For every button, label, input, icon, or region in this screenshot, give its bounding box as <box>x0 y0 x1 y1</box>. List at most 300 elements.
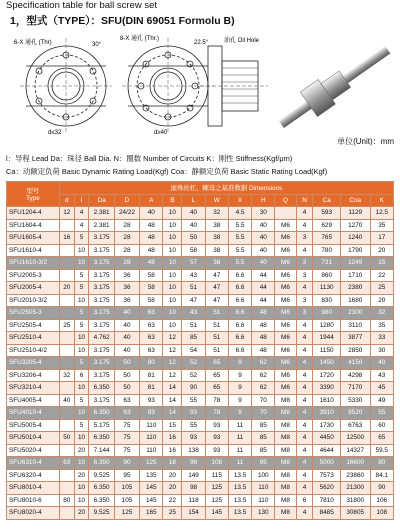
value-cell: M6 <box>275 369 296 382</box>
value-cell: 5000 <box>313 457 340 470</box>
value-cell: 10 <box>163 294 182 307</box>
value-cell: 11 <box>228 432 251 445</box>
legend-line-2: Ca：动额定负荷 Basic Dynamic Rating Load(Kgf) Coa：静额定负荷 Basic Static Rating Load(Kgf) <box>6 167 328 176</box>
value-cell: 3 <box>296 257 313 270</box>
value-cell <box>59 419 74 432</box>
value-cell: 40 <box>114 332 139 345</box>
table-row <box>7 219 394 232</box>
value-cell: 90 <box>182 382 205 395</box>
value-cell: 51 <box>205 344 228 357</box>
value-cell: M8 <box>275 482 296 495</box>
value-cell: 9520 <box>340 407 370 420</box>
value-cell: 10 <box>74 494 89 507</box>
value-cell: 3877 <box>340 332 370 345</box>
table-row <box>7 482 394 495</box>
value-cell: 81 <box>140 382 163 395</box>
value-cell: 2.381 <box>89 219 114 232</box>
value-cell: M6 <box>275 282 296 295</box>
value-cell: 3.175 <box>89 269 114 282</box>
value-cell: 8485 <box>313 507 340 520</box>
value-cell: 14327 <box>340 444 370 457</box>
value-cell: 51 <box>182 282 205 295</box>
value-cell: 3.175 <box>89 282 114 295</box>
value-cell: 20 <box>163 482 182 495</box>
value-cell: 1680 <box>340 294 370 307</box>
value-cell: 4 <box>296 457 313 470</box>
value-cell: 75 <box>114 419 139 432</box>
table-row <box>7 307 394 320</box>
value-cell: 118 <box>182 494 205 507</box>
value-cell: 38 <box>205 232 228 245</box>
value-cell: 32 <box>59 369 74 382</box>
value-cell: 4 <box>296 319 313 332</box>
value-cell: 60 <box>370 419 393 432</box>
table-row <box>7 444 394 457</box>
table-row <box>7 244 394 257</box>
value-cell: 7810 <box>313 494 340 507</box>
value-cell: 6.350 <box>89 494 114 507</box>
table-row <box>7 319 394 332</box>
table-row <box>7 469 394 482</box>
value-cell <box>59 244 74 257</box>
value-cell: 4 <box>296 382 313 395</box>
type-cell: SFU1610-4 <box>7 244 60 257</box>
value-cell: 12500 <box>340 432 370 445</box>
value-cell: 38 <box>205 257 228 270</box>
type-header: 型号 Type <box>7 182 60 207</box>
value-cell: 860 <box>313 269 340 282</box>
value-cell: 4 <box>74 219 89 232</box>
value-cell: 108 <box>205 457 228 470</box>
value-cell: 130 <box>252 507 275 520</box>
value-cell: 3.175 <box>89 294 114 307</box>
group-header: 滚珠丝杠、螺母之基准数据 Dimensions <box>59 182 393 195</box>
value-cell: 28 <box>114 257 139 270</box>
value-cell: 4298 <box>340 369 370 382</box>
value-cell: 1450 <box>313 357 340 370</box>
value-cell: 6.6 <box>228 294 251 307</box>
value-cell: 38 <box>205 244 228 257</box>
eight-holes-label: 8-X 通孔 (Thr.) <box>120 36 160 42</box>
value-cell: 22 <box>163 494 182 507</box>
value-cell: 110 <box>252 494 275 507</box>
value-cell: 2300 <box>340 307 370 320</box>
value-cell: 165 <box>140 507 163 520</box>
value-cell: 10 <box>74 382 89 395</box>
value-cell: 125 <box>114 507 139 520</box>
value-cell: 13.5 <box>228 494 251 507</box>
value-cell: 1280 <box>313 319 340 332</box>
value-cell: 63 <box>59 457 74 470</box>
table-row <box>7 419 394 432</box>
type-cell: SFU2510-4/2 <box>7 344 60 357</box>
value-cell: 20 <box>370 244 393 257</box>
value-cell: 51 <box>205 319 228 332</box>
value-cell: 80 <box>59 494 74 507</box>
value-cell: 4 <box>296 357 313 370</box>
value-cell: 47 <box>182 294 205 307</box>
value-cell: 1150 <box>313 344 340 357</box>
ball-screw-photo <box>274 28 396 136</box>
type-cell: SFU5005-4 <box>7 419 60 432</box>
value-cell: 10 <box>163 269 182 282</box>
value-cell: 10 <box>74 407 89 420</box>
table-row <box>7 494 394 507</box>
value-cell: 32 <box>205 207 228 220</box>
value-cell: 48 <box>252 319 275 332</box>
value-cell: 3.175 <box>89 357 114 370</box>
value-cell: 9 <box>228 382 251 395</box>
type-cell: SFU4010-4 <box>7 407 60 420</box>
value-cell: 1249 <box>340 257 370 270</box>
value-cell: 5 <box>74 307 89 320</box>
table-row <box>7 457 394 470</box>
value-cell: 62 <box>252 369 275 382</box>
type-cell: SFU2010-3/2 <box>7 294 60 307</box>
value-cell: 145 <box>205 507 228 520</box>
column-header: Coa <box>340 194 370 207</box>
value-cell: 14 <box>163 394 182 407</box>
value-cell: 28 <box>114 244 139 257</box>
value-cell <box>59 294 74 307</box>
value-cell: M8 <box>275 457 296 470</box>
value-cell: 20 <box>59 282 74 295</box>
value-cell: 4 <box>296 344 313 357</box>
value-cell: 95 <box>114 469 139 482</box>
type-cell: SFU6320-4 <box>7 469 60 482</box>
value-cell: 13.5 <box>228 507 251 520</box>
value-cell: 780 <box>313 244 340 257</box>
spec-table <box>6 181 394 520</box>
value-cell: 12 <box>59 207 74 220</box>
table-row <box>7 282 394 295</box>
value-cell: 93 <box>182 407 205 420</box>
value-cell: 980 <box>313 307 340 320</box>
column-header: l <box>74 194 89 207</box>
value-cell <box>59 357 74 370</box>
value-cell: 48 <box>140 257 163 270</box>
column-header: d <box>59 194 74 207</box>
value-cell: M6 <box>275 307 296 320</box>
value-cell: 16 <box>59 232 74 245</box>
spec-title: Specification table for ball screw set <box>6 0 158 11</box>
column-header: Ca <box>313 194 340 207</box>
type-cell: SFU2005-4 <box>7 282 60 295</box>
type-cell: SFU3206-4 <box>7 369 60 382</box>
value-cell <box>59 469 74 482</box>
value-cell: 3 <box>296 294 313 307</box>
value-cell: 62 <box>252 382 275 395</box>
value-cell: 12.5 <box>370 207 393 220</box>
value-cell: 7170 <box>340 382 370 395</box>
value-cell <box>59 482 74 495</box>
value-cell: 44 <box>252 294 275 307</box>
value-cell: 10 <box>163 244 182 257</box>
value-cell: 125 <box>205 482 228 495</box>
value-cell: 48 <box>252 332 275 345</box>
value-cell: M8 <box>275 407 296 420</box>
value-cell: 51 <box>205 307 228 320</box>
value-cell: 1270 <box>340 219 370 232</box>
value-cell: 63 <box>140 344 163 357</box>
value-cell: 30805 <box>340 507 370 520</box>
value-cell: 93 <box>205 432 228 445</box>
value-cell: 4 <box>296 244 313 257</box>
value-cell: 4 <box>296 432 313 445</box>
value-cell: 48 <box>140 244 163 257</box>
value-cell: 40 <box>59 394 74 407</box>
value-cell: 5.5 <box>228 219 251 232</box>
value-cell: 106 <box>370 494 393 507</box>
type-cell: SFU2510-4 <box>7 332 60 345</box>
value-cell: 2850 <box>340 344 370 357</box>
value-cell: 98 <box>182 482 205 495</box>
d-label-left: d≤32 <box>48 130 62 136</box>
value-cell: 4.5 <box>228 207 251 220</box>
column-header: K <box>370 194 393 207</box>
value-cell: 765 <box>313 232 340 245</box>
value-cell: 30 <box>370 344 393 357</box>
type-cell: SFU6310-4 <box>7 457 60 470</box>
value-cell: 3.175 <box>89 319 114 332</box>
value-cell: 10 <box>163 307 182 320</box>
value-cell: M6 <box>275 382 296 395</box>
value-cell: 65 <box>205 357 228 370</box>
value-cell: 40 <box>182 219 205 232</box>
value-cell: 6.6 <box>228 319 251 332</box>
value-cell: 36 <box>114 294 139 307</box>
value-cell: 9 <box>228 407 251 420</box>
value-cell: 70 <box>252 394 275 407</box>
type-cell: SFU8010-6 <box>7 494 60 507</box>
value-cell: 5 <box>74 269 89 282</box>
value-cell: 830 <box>313 294 340 307</box>
value-cell: 3.175 <box>89 394 114 407</box>
value-cell: 62 <box>252 357 275 370</box>
value-cell: 731 <box>313 257 340 270</box>
type-cell: SFU1204-4 <box>7 207 60 220</box>
angle-30-label: 30° <box>92 42 102 48</box>
value-cell: 54 <box>182 344 205 357</box>
value-cell: M6 <box>275 332 296 345</box>
table-row <box>7 357 394 370</box>
value-cell: 38 <box>205 219 228 232</box>
value-cell: 3.175 <box>89 344 114 357</box>
value-cell: 22 <box>370 269 393 282</box>
value-cell: 6.6 <box>228 332 251 345</box>
type-cell: SFU4005-4 <box>7 394 60 407</box>
value-cell: 6.350 <box>89 482 114 495</box>
value-cell: 20 <box>74 507 89 520</box>
value-cell: 6.350 <box>89 432 114 445</box>
value-cell: 10 <box>74 432 89 445</box>
value-cell: 17 <box>370 232 393 245</box>
value-cell: 47 <box>205 294 228 307</box>
value-cell: M8 <box>275 394 296 407</box>
value-cell: 14 <box>163 407 182 420</box>
value-cell: 50 <box>114 382 139 395</box>
value-cell: 12 <box>163 357 182 370</box>
value-cell: M6 <box>275 244 296 257</box>
value-cell: 25 <box>370 282 393 295</box>
value-cell: 4 <box>74 207 89 220</box>
column-header: X <box>228 194 251 207</box>
value-cell: 55 <box>182 419 205 432</box>
value-cell: 6.6 <box>228 269 251 282</box>
value-cell: 23860 <box>340 469 370 482</box>
value-cell: 10 <box>163 232 182 245</box>
table-row <box>7 207 394 220</box>
value-cell: 115 <box>205 469 228 482</box>
value-cell: 3390 <box>313 382 340 395</box>
value-cell: M8 <box>275 494 296 507</box>
value-cell: 55 <box>370 407 393 420</box>
value-cell: 36 <box>114 269 139 282</box>
value-cell: 40 <box>114 319 139 332</box>
value-cell: 40 <box>252 219 275 232</box>
value-cell: 44 <box>252 282 275 295</box>
type-cell: SFU1604-4 <box>7 219 60 232</box>
value-cell: 93 <box>205 419 228 432</box>
value-cell: 9 <box>228 357 251 370</box>
value-cell: 5.5 <box>228 257 251 270</box>
value-cell: 44 <box>252 269 275 282</box>
value-cell: 59.5 <box>370 444 393 457</box>
value-cell: 10 <box>163 219 182 232</box>
table-row <box>7 394 394 407</box>
value-cell: 58 <box>182 244 205 257</box>
value-cell: 10 <box>163 207 182 220</box>
value-cell: 35 <box>370 219 393 232</box>
value-cell: 4 <box>296 482 313 495</box>
type-cell: SFU8020-4 <box>7 507 60 520</box>
value-cell: 28 <box>114 219 139 232</box>
value-cell: 58 <box>140 294 163 307</box>
value-cell: 125 <box>205 494 228 507</box>
value-cell: 16600 <box>340 457 370 470</box>
value-cell: 1720 <box>313 369 340 382</box>
value-cell: 105 <box>114 482 139 495</box>
value-cell: 20 <box>163 469 182 482</box>
value-cell <box>59 382 74 395</box>
value-cell: 1129 <box>340 207 370 220</box>
value-cell: 95 <box>252 457 275 470</box>
value-cell: 4 <box>296 207 313 220</box>
value-cell <box>59 269 74 282</box>
value-cell: 93 <box>140 394 163 407</box>
value-cell <box>59 444 74 457</box>
value-cell: M6 <box>275 344 296 357</box>
type-cell: SFU2505-4 <box>7 319 60 332</box>
type-cell: SFU3210-4 <box>7 382 60 395</box>
value-cell: 5 <box>74 319 89 332</box>
value-cell: 14 <box>163 382 182 395</box>
value-cell: 9.525 <box>89 469 114 482</box>
value-cell: 4 <box>296 332 313 345</box>
table-row <box>7 294 394 307</box>
value-cell: 5330 <box>340 394 370 407</box>
value-cell: 48 <box>140 219 163 232</box>
value-cell: 63 <box>140 319 163 332</box>
value-cell: 16 <box>163 432 182 445</box>
oil-hole-label: 油孔 Oil Hole <box>224 38 260 44</box>
value-cell: M6 <box>275 294 296 307</box>
value-cell <box>59 332 74 345</box>
type-cell: SFU5020-4 <box>7 444 60 457</box>
value-cell: 11 <box>228 419 251 432</box>
value-cell: 85 <box>252 432 275 445</box>
value-cell: 1790 <box>340 244 370 257</box>
value-cell <box>59 307 74 320</box>
value-cell: 21300 <box>340 482 370 495</box>
value-cell: 4.762 <box>89 332 114 345</box>
value-cell: 90 <box>114 457 139 470</box>
value-cell: 125 <box>140 457 163 470</box>
value-cell: 4 <box>296 394 313 407</box>
value-cell: 6 <box>296 494 313 507</box>
value-cell: 1710 <box>340 269 370 282</box>
value-cell: 70 <box>252 407 275 420</box>
value-cell: 4150 <box>340 357 370 370</box>
value-cell: 18 <box>163 457 182 470</box>
value-cell: 10 <box>74 332 89 345</box>
type-cell: SFU8010-4 <box>7 482 60 495</box>
value-cell: 93 <box>140 407 163 420</box>
value-cell: M6 <box>275 357 296 370</box>
value-cell: 50 <box>182 232 205 245</box>
value-cell: 31800 <box>340 494 370 507</box>
value-cell: 105 <box>114 494 139 507</box>
table-row <box>7 382 394 395</box>
value-cell: 33 <box>370 332 393 345</box>
column-header: Q <box>275 194 296 207</box>
value-cell: 85 <box>252 419 275 432</box>
value-cell: 7.144 <box>89 444 114 457</box>
value-cell <box>275 207 296 220</box>
value-cell: 47 <box>205 282 228 295</box>
value-cell: 593 <box>313 207 340 220</box>
value-cell: 52 <box>182 357 205 370</box>
value-cell: 4 <box>296 507 313 520</box>
value-cell: 3 <box>296 307 313 320</box>
flange-drawings <box>8 28 228 136</box>
value-cell: 40 <box>252 257 275 270</box>
value-cell: 65 <box>370 432 393 445</box>
value-cell: 5 <box>74 419 89 432</box>
value-cell: 5 <box>74 357 89 370</box>
value-cell: 49 <box>370 394 393 407</box>
value-cell: 63 <box>114 407 139 420</box>
value-cell: M6 <box>275 269 296 282</box>
value-cell: 58 <box>140 282 163 295</box>
value-cell: 629 <box>313 219 340 232</box>
value-cell: 3910 <box>313 407 340 420</box>
value-cell: 63 <box>140 307 163 320</box>
type-cell: SFU2505-3 <box>7 307 60 320</box>
value-cell: 40 <box>182 207 205 220</box>
value-cell: M8 <box>275 469 296 482</box>
value-cell: 45 <box>370 382 393 395</box>
value-cell: 35 <box>370 319 393 332</box>
value-cell: 3 <box>296 269 313 282</box>
value-cell: 149 <box>182 469 205 482</box>
value-cell <box>59 257 74 270</box>
value-cell: 80 <box>370 457 393 470</box>
value-cell: 100 <box>252 469 275 482</box>
d-label-mid: d≥40 <box>154 130 168 136</box>
value-cell: 4450 <box>313 432 340 445</box>
value-cell: 57 <box>182 257 205 270</box>
